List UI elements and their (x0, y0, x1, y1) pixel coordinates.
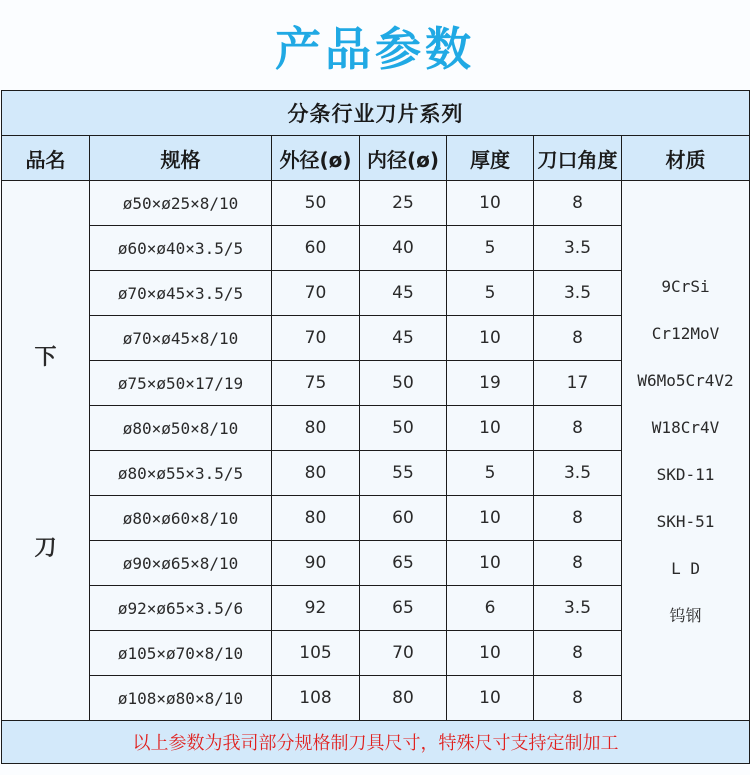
spec-table (1, 90, 750, 764)
inner-diameter-cell: 65 (360, 586, 447, 631)
outer-diameter-cell: 70 (272, 316, 360, 361)
spec-cell: ø70×ø45×8/10 (90, 316, 272, 361)
spec-cell: ø108×ø80×8/10 (90, 676, 272, 721)
material-item: L D (671, 558, 700, 578)
inner-diameter-cell: 45 (360, 271, 447, 316)
edge-angle-cell: 8 (534, 181, 622, 226)
header-name: 品名 (2, 136, 90, 181)
edge-angle-cell: 8 (534, 316, 622, 361)
outer-diameter-cell: 80 (272, 496, 360, 541)
thickness-cell: 10 (447, 631, 534, 676)
table-row (2, 181, 750, 226)
thickness-cell: 10 (447, 541, 534, 586)
thickness-cell: 5 (447, 271, 534, 316)
spec-cell: ø80×ø60×8/10 (90, 496, 272, 541)
thickness-cell: 10 (447, 496, 534, 541)
edge-angle-cell: 8 (534, 541, 622, 586)
thickness-cell: 10 (447, 316, 534, 361)
header-inner-diameter: 内径(ø) (360, 136, 447, 181)
edge-angle-cell: 17 (534, 361, 622, 406)
table-header-row (2, 136, 750, 181)
spec-cell: ø70×ø45×3.5/5 (90, 271, 272, 316)
edge-angle-cell: 8 (534, 406, 622, 451)
outer-diameter-cell: 60 (272, 226, 360, 271)
spec-cell: ø50×ø25×8/10 (90, 181, 272, 226)
outer-diameter-cell: 70 (272, 271, 360, 316)
inner-diameter-cell: 80 (360, 676, 447, 721)
spec-cell: ø90×ø65×8/10 (90, 541, 272, 586)
outer-diameter-cell: 105 (272, 631, 360, 676)
outer-diameter-cell: 108 (272, 676, 360, 721)
thickness-cell: 10 (447, 406, 534, 451)
material-item: Cr12MoV (651, 323, 720, 343)
product-name-cell (2, 181, 90, 721)
inner-diameter-cell: 50 (360, 361, 447, 406)
outer-diameter-cell: 50 (272, 181, 360, 226)
material-item: SKH-51 (656, 511, 715, 531)
inner-diameter-cell: 40 (360, 226, 447, 271)
spec-cell: ø92×ø65×3.5/6 (90, 586, 272, 631)
thickness-cell: 10 (447, 676, 534, 721)
product-name-char: 下 (34, 344, 57, 370)
thickness-cell: 6 (447, 586, 534, 631)
thickness-cell: 5 (447, 226, 534, 271)
edge-angle-cell: 8 (534, 676, 622, 721)
header-outer-diameter: 外径(ø) (272, 136, 360, 181)
material-item: W18Cr4V (651, 417, 720, 437)
page-title: 产品参数 (275, 22, 475, 76)
outer-diameter-cell: 75 (272, 361, 360, 406)
material-item: SKD-11 (656, 464, 715, 484)
edge-angle-cell: 3.5 (534, 451, 622, 496)
outer-diameter-cell: 80 (272, 451, 360, 496)
footer-note: 以上参数为我司部分规格制刀具尺寸，特殊尺寸支持定制加工 (2, 721, 750, 764)
inner-diameter-cell: 65 (360, 541, 447, 586)
edge-angle-cell: 8 (534, 631, 622, 676)
header-edge-angle: 刀口角度 (534, 136, 622, 181)
header-material: 材质 (622, 136, 750, 181)
thickness-cell: 5 (447, 451, 534, 496)
inner-diameter-cell: 45 (360, 316, 447, 361)
spec-cell: ø80×ø50×8/10 (90, 406, 272, 451)
table-footer-row (2, 721, 750, 764)
material-item: 9CrSi (661, 276, 710, 296)
header-spec: 规格 (90, 136, 272, 181)
material-item: 钨钢 (669, 605, 702, 625)
spec-cell: ø60×ø40×3.5/5 (90, 226, 272, 271)
thickness-cell: 19 (447, 361, 534, 406)
thickness-cell: 10 (447, 181, 534, 226)
outer-diameter-cell: 90 (272, 541, 360, 586)
inner-diameter-cell: 55 (360, 451, 447, 496)
product-name-char: 刀 (34, 535, 57, 561)
spec-cell: ø80×ø55×3.5/5 (90, 451, 272, 496)
inner-diameter-cell: 25 (360, 181, 447, 226)
outer-diameter-cell: 92 (272, 586, 360, 631)
table-caption-row (2, 91, 750, 136)
inner-diameter-cell: 70 (360, 631, 447, 676)
edge-angle-cell: 3.5 (534, 271, 622, 316)
material-cell (622, 181, 750, 721)
inner-diameter-cell: 50 (360, 406, 447, 451)
outer-diameter-cell: 80 (272, 406, 360, 451)
spec-cell: ø75×ø50×17/19 (90, 361, 272, 406)
table-caption: 分条行业刀片系列 (2, 91, 750, 136)
edge-angle-cell: 8 (534, 496, 622, 541)
spec-cell: ø105×ø70×8/10 (90, 631, 272, 676)
inner-diameter-cell: 60 (360, 496, 447, 541)
header-thickness: 厚度 (447, 136, 534, 181)
material-item: W6Mo5Cr4V2 (637, 370, 734, 390)
edge-angle-cell: 3.5 (534, 586, 622, 631)
edge-angle-cell: 3.5 (534, 226, 622, 271)
